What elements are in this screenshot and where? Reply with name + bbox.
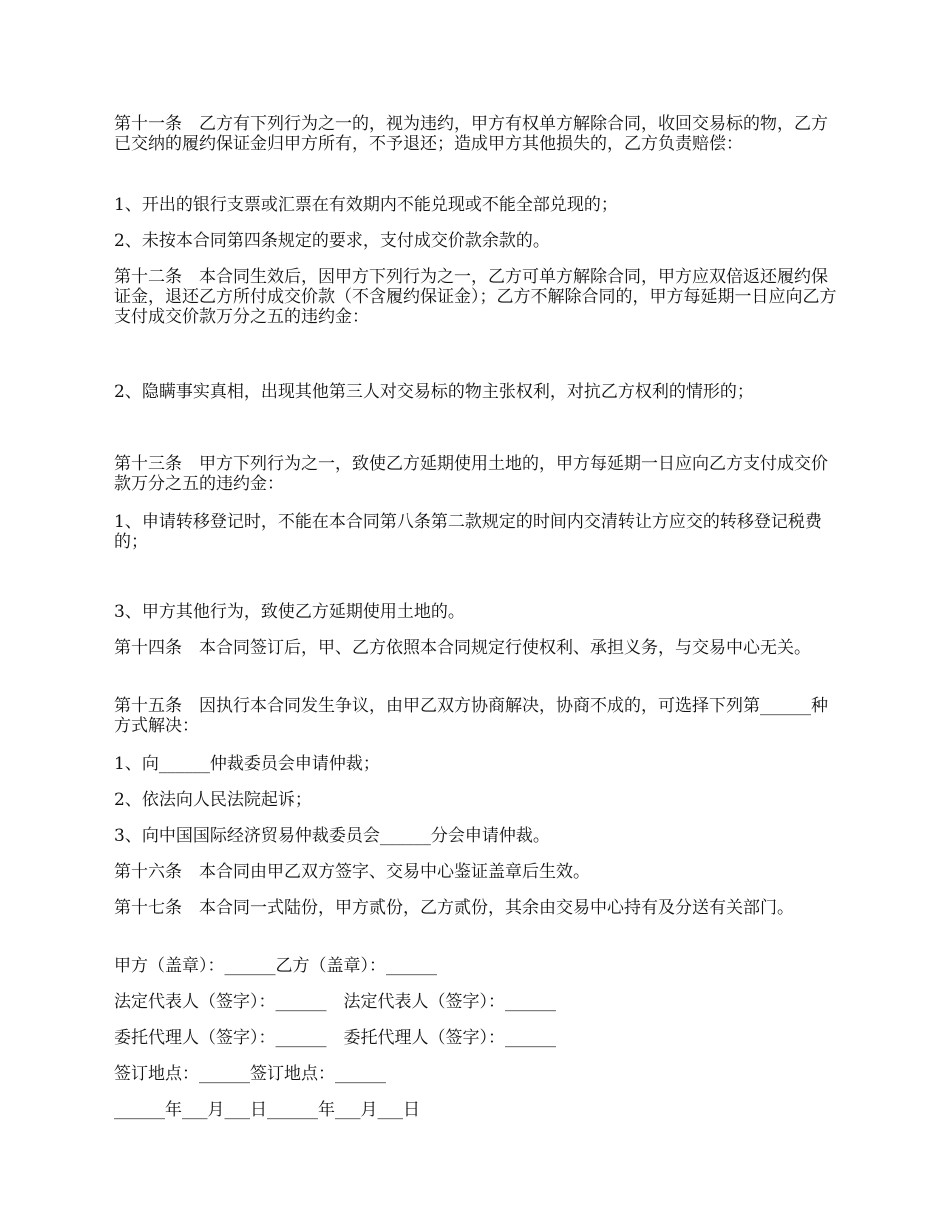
signing-place-line: 签订地点：______签订地点：______ bbox=[114, 1064, 386, 1084]
article-15-heading: 第十五条 因执行本合同发生争议，由甲乙双方协商解决，协商不成的，可选择下列第______种方式解决： bbox=[114, 696, 828, 736]
signature-legal-rep-line: 法定代表人（签字）：______ 法定代表人（签字）：______ bbox=[114, 992, 556, 1012]
article-15-item-2: 2、依法向人民法院起诉； bbox=[114, 790, 312, 810]
signing-date-line: ______年___月___日______年___月___日 bbox=[114, 1100, 420, 1120]
article-11-item-1: 1、开出的银行支票或汇票在有效期内不能兑现或不能全部兑现的； bbox=[114, 195, 618, 215]
article-12-heading: 第十二条 本合同生效后，因甲方下列行为之一，乙方可单方解除合同，甲方应双倍返还履约保证金，退还乙方所付成交价款（不含履约保证金）；乙方不解除合同的，甲方每延期一日应向乙方支付成交价款万分之五的违约金： bbox=[114, 267, 837, 327]
article-13-item-1: 1、申请转移登记时，不能在本合同第八条第二款规定的时间内交清转让方应交的转移登记税费的； bbox=[114, 512, 822, 552]
article-11-heading: 第十一条 乙方有下列行为之一的，视为违约，甲方有权单方解除合同，收回交易标的物，乙方已交纳的履约保证金归甲方所有，不予退还；造成甲方其他损失的，乙方负责赔偿： bbox=[114, 114, 828, 154]
article-14: 第十四条 本合同签订后，甲、乙方依照本合同规定行使权利、承担义务，与交易中心无关。 bbox=[114, 638, 811, 658]
signature-agent-line: 委托代理人（签字）：______ 委托代理人（签字）：______ bbox=[114, 1028, 556, 1048]
article-15-item-3: 3、向中国国际经济贸易仲裁委员会______分会申请仲裁。 bbox=[114, 826, 550, 846]
article-13-item-3: 3、甲方其他行为，致使乙方延期使用土地的。 bbox=[114, 602, 465, 622]
article-16: 第十六条 本合同由甲乙双方签字、交易中心鉴证盖章后生效。 bbox=[114, 862, 590, 882]
article-13-heading: 第十三条 甲方下列行为之一，致使乙方延期使用土地的，甲方每延期一日应向乙方支付成交价款万分之五的违约金： bbox=[114, 454, 828, 494]
article-12-item-2: 2、隐瞒事实真相，出现其他第三人对交易标的物主张权利，对抗乙方权利的情形的； bbox=[114, 382, 754, 402]
article-15-item-1: 1、向______仲裁委员会申请仲裁； bbox=[114, 754, 380, 774]
article-11-item-2: 2、未按本合同第四条规定的要求，支付成交价款余款的。 bbox=[114, 231, 550, 251]
signature-parties-line: 甲方（盖章）：______乙方（盖章）：______ bbox=[114, 956, 437, 976]
article-17: 第十七条 本合同一式陆份，甲方贰份，乙方贰份，其余由交易中心持有及分送有关部门。 bbox=[114, 898, 794, 918]
